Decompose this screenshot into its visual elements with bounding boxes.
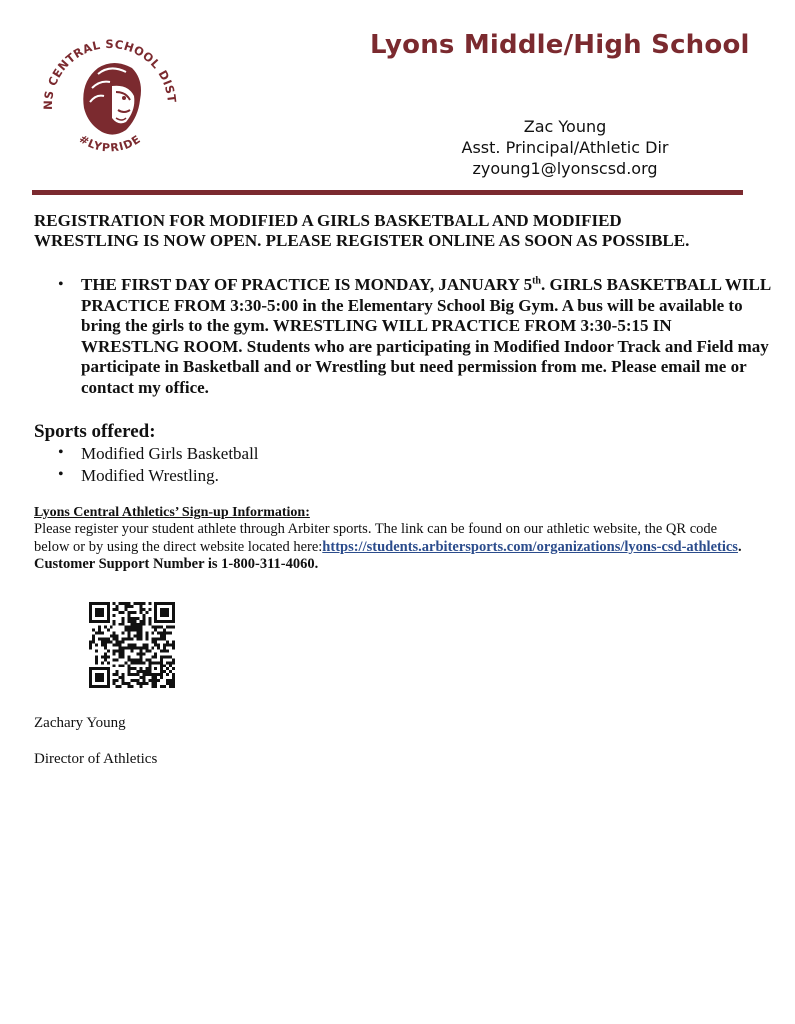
- signature-title: Director of Athletics: [34, 751, 158, 767]
- sport-item: Modified Wrestling.: [81, 466, 219, 485]
- bullet-icon: •: [58, 444, 64, 461]
- header-divider: [32, 190, 743, 195]
- contact-email: zyoung1@lyonscsd.org: [472, 159, 658, 178]
- signup-body: [34, 521, 754, 574]
- contact-block: [430, 116, 700, 179]
- school-name: Lyons Middle/High School: [370, 30, 750, 60]
- contact-title: Asst. Principal/Athletic Dir: [461, 138, 669, 157]
- signup-heading: Lyons Central Athletics’ Sign-up Information:: [34, 505, 310, 520]
- lion-logo-icon: [40, 30, 180, 170]
- support-number-text: . Customer Support Number is 1-800-311-4060.: [34, 538, 742, 572]
- sport-item: Modified Girls Basketball: [81, 444, 259, 463]
- registration-line-1: REGISTRATION FOR MODIFIED A GIRLS BASKETBALL AND MODIFIED: [34, 211, 622, 230]
- bullet-icon: •: [58, 276, 64, 293]
- registration-line-2: WRESTLING IS NOW OPEN. PLEASE REGISTER ONLINE AS SOON AS POSSIBLE.: [34, 231, 690, 250]
- registration-notice: [34, 211, 764, 251]
- svg-text:LYONS CENTRAL SCHOOL DISTRICT: NS CENTRAL SCHOOL DIST: [40, 36, 180, 111]
- signature-name: Zachary Young: [34, 715, 126, 731]
- practice-info: [81, 275, 771, 398]
- practice-text-2: . GIRLS BASKETBALL WILL PRACTICE FROM 3:30-5:00 in the Elementary School Big Gym. A bus will be available to bring the girls to the gym. WRESTLING WILL PRACTICE FROM 3:30-5:15 IN WRESTLNG ROOM. Students who are participating in Modified Indoor Track and Field may participate in Basketball and or Wrestling but need permission from me. Please email me or contact my office.: [81, 275, 771, 397]
- contact-name: Zac Young: [523, 117, 607, 136]
- bullet-icon: •: [58, 466, 64, 483]
- svg-text:#LYPRIDE: #LYPRIDE: [76, 132, 144, 155]
- signup-text: Please register your student athlete through Arbiter sports. The link can be found on our athletic website, the QR code below or by using the direct website located here:: [34, 521, 718, 555]
- arbiter-link[interactable]: https://students.arbitersports.com/organizations/lyons-csd-athletics: [322, 538, 738, 555]
- practice-superscript: th: [532, 275, 541, 287]
- qr-code-icon[interactable]: [89, 602, 175, 688]
- practice-text-1: THE FIRST DAY OF PRACTICE IS MONDAY, JANUARY 5: [81, 275, 533, 294]
- sports-offered-heading: Sports offered:: [34, 421, 156, 442]
